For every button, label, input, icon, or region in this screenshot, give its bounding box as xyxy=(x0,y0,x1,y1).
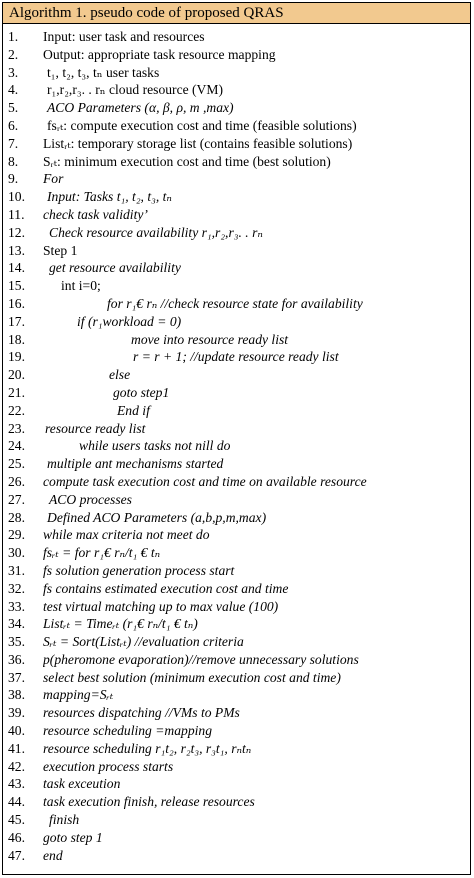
line-text: ACO Parameters (α, β, ρ, m ,max) xyxy=(47,100,234,116)
line-text: p(pheromone evaporation)//remove unnecessary solutions xyxy=(43,651,359,667)
line-number: 19. xyxy=(8,349,25,365)
line-number: 43. xyxy=(8,776,25,792)
code-line xyxy=(3,455,470,473)
code-line xyxy=(3,580,470,598)
line-number: 12. xyxy=(8,224,25,240)
line-number: 17. xyxy=(8,313,25,329)
line-text: move into resource ready list xyxy=(131,331,289,347)
line-number: 18. xyxy=(8,331,25,347)
algorithm-title: Algorithm 1. pseudo code of proposed QRAS xyxy=(3,3,470,24)
code-line xyxy=(3,295,470,313)
code-line xyxy=(3,598,470,616)
line-number: 29. xyxy=(8,527,25,543)
line-number: 8. xyxy=(8,153,19,169)
line-text: Input: user task and resources xyxy=(43,29,205,44)
line-number: 42. xyxy=(8,758,25,774)
line-text: Check resource availability r₁,r₂,r₃. . rₙ xyxy=(49,224,263,240)
line-text: Defined ACO Parameters (a,b,p,m,max) xyxy=(47,509,267,525)
line-text: Sᵣₜ = Sort(Listᵣₜ) //evaluation criteria xyxy=(43,634,244,650)
code-line xyxy=(3,793,470,811)
line-text: fs contains estimated execution cost and time xyxy=(43,580,289,596)
line-text: int i=0; xyxy=(61,278,101,294)
line-text: For xyxy=(43,171,64,187)
line-text: mapping=Sᵣₜ xyxy=(43,687,114,703)
line-number: 37. xyxy=(8,669,25,685)
code-line xyxy=(3,206,470,224)
line-text: get resource availability xyxy=(49,260,181,276)
code-line xyxy=(3,117,470,135)
code-line xyxy=(3,829,470,847)
line-text: End if xyxy=(117,402,150,418)
line-text: select best solution (minimum execution cost and time) xyxy=(43,669,341,685)
line-number: 1. xyxy=(8,29,19,44)
code-line xyxy=(3,704,470,722)
line-number: 26. xyxy=(8,473,25,489)
line-number: 16. xyxy=(8,295,25,311)
line-number: 39. xyxy=(8,705,25,721)
code-line xyxy=(3,669,470,687)
line-number: 23. xyxy=(8,420,25,436)
code-line xyxy=(3,722,470,740)
code-line xyxy=(3,740,470,758)
line-text: Sᵣₜ: minimum execution cost and time (best solution) xyxy=(43,153,331,169)
line-number: 11. xyxy=(8,206,25,222)
code-line xyxy=(3,811,470,829)
line-text: compute task execution cost and time on available resource xyxy=(43,473,367,489)
line-text: else xyxy=(109,367,131,383)
code-line xyxy=(3,562,470,580)
code-line xyxy=(3,384,470,402)
line-number: 41. xyxy=(8,740,25,756)
line-number: 24. xyxy=(8,438,25,454)
code-line xyxy=(3,473,470,491)
line-text: t₁, t₂, t₃, tₙ user tasks xyxy=(47,64,160,80)
line-text: Output: appropriate task resource mapping xyxy=(43,46,276,62)
line-text: multiple ant mechanisms started xyxy=(47,456,224,472)
line-text: Listᵣₜ: temporary storage list (contains feasible solutions) xyxy=(43,135,353,151)
code-line xyxy=(3,348,470,366)
code-line xyxy=(3,81,470,99)
algorithm-body xyxy=(3,24,470,864)
line-text: resource scheduling =mapping xyxy=(43,723,212,739)
line-text: Input: Tasks t₁, t₂, t₃, tₙ xyxy=(47,189,172,205)
code-line xyxy=(3,491,470,509)
code-line xyxy=(3,402,470,420)
code-line xyxy=(3,615,470,633)
line-text: fsᵣₜ = for r₁€ rₙ/t₁ € tₙ xyxy=(43,545,161,561)
line-text: finish xyxy=(49,812,80,828)
code-line xyxy=(3,224,470,242)
line-text: r₁,r₂,r₃. . rₙ cloud resource (VM) xyxy=(47,82,223,98)
line-text: resource scheduling r₁t₂, r₂t₃, r₃t₁, rₙtₙ xyxy=(43,740,252,756)
line-text: if (r₁workload = 0) xyxy=(77,313,182,329)
line-number: 10. xyxy=(8,189,25,205)
line-text: resources dispatching //VMs to PMs xyxy=(43,705,240,721)
line-text: r = r + 1; //update resource ready list xyxy=(133,349,339,365)
code-line xyxy=(3,153,470,171)
line-number: 36. xyxy=(8,651,25,667)
line-number: 2. xyxy=(8,46,19,62)
line-number: 4. xyxy=(8,82,19,98)
code-line xyxy=(3,775,470,793)
line-number: 30. xyxy=(8,545,25,561)
code-line xyxy=(3,366,470,384)
line-text: Step 1 xyxy=(43,242,78,258)
code-line xyxy=(3,64,470,82)
line-number: 5. xyxy=(8,100,19,116)
line-number: 3. xyxy=(8,64,19,80)
line-number: 6. xyxy=(8,117,19,133)
line-number: 33. xyxy=(8,598,25,614)
line-number: 28. xyxy=(8,509,25,525)
line-text: fs solution generation process start xyxy=(43,562,235,578)
line-number: 34. xyxy=(8,616,25,632)
line-number: 25. xyxy=(8,456,25,472)
code-line xyxy=(3,259,470,277)
code-line xyxy=(3,651,470,669)
algorithm-box xyxy=(2,2,471,875)
code-line xyxy=(3,847,470,865)
line-text: task execution finish, release resources xyxy=(43,794,255,810)
line-text: for r₁€ rₙ //check resource state for availability xyxy=(107,295,363,311)
line-number: 7. xyxy=(8,135,19,151)
code-line xyxy=(3,46,470,64)
line-text: Listᵣₜ = Timeᵣₜ (r₁€ rₙ/t₁ € tₙ) xyxy=(43,616,198,632)
line-text: task exceution xyxy=(43,776,121,792)
line-number: 27. xyxy=(8,491,25,507)
code-line xyxy=(3,437,470,455)
line-text: end xyxy=(43,847,63,863)
line-number: 47. xyxy=(8,847,25,863)
line-number: 44. xyxy=(8,794,25,810)
line-number: 15. xyxy=(8,278,25,294)
code-line xyxy=(3,188,470,206)
code-line xyxy=(3,242,470,260)
code-line xyxy=(3,758,470,776)
code-line xyxy=(3,313,470,331)
code-line xyxy=(3,686,470,704)
code-line xyxy=(3,331,470,349)
line-number: 21. xyxy=(8,384,25,400)
line-text: goto step1 xyxy=(113,384,170,400)
line-text: while max criteria not meet do xyxy=(43,527,210,543)
code-line xyxy=(3,526,470,544)
code-line xyxy=(3,544,470,562)
line-text: goto step 1 xyxy=(43,829,103,845)
line-number: 9. xyxy=(8,171,19,187)
line-text: execution process starts xyxy=(43,758,174,774)
line-number: 40. xyxy=(8,723,25,739)
line-number: 14. xyxy=(8,260,25,276)
line-text: ACO processes xyxy=(49,491,132,507)
line-number: 38. xyxy=(8,687,25,703)
line-text: check task validity’ xyxy=(43,206,148,222)
code-line xyxy=(3,633,470,651)
line-number: 35. xyxy=(8,634,25,650)
code-line xyxy=(3,277,470,295)
line-number: 22. xyxy=(8,402,25,418)
line-number: 13. xyxy=(8,242,25,258)
line-number: 46. xyxy=(8,829,25,845)
code-line xyxy=(3,28,470,46)
code-line xyxy=(3,99,470,117)
code-line xyxy=(3,509,470,527)
line-number: 20. xyxy=(8,367,25,383)
line-number: 32. xyxy=(8,580,25,596)
line-text: test virtual matching up to max value (100) xyxy=(43,598,279,614)
line-text: fsᵣₜ: compute execution cost and time (feasible solutions) xyxy=(47,117,357,133)
line-text: while users tasks not nill do xyxy=(79,438,231,454)
line-text: resource ready list xyxy=(45,420,146,436)
code-line xyxy=(3,420,470,438)
line-number: 45. xyxy=(8,812,25,828)
code-line xyxy=(3,170,470,188)
code-line xyxy=(3,135,470,153)
line-number: 31. xyxy=(8,562,25,578)
